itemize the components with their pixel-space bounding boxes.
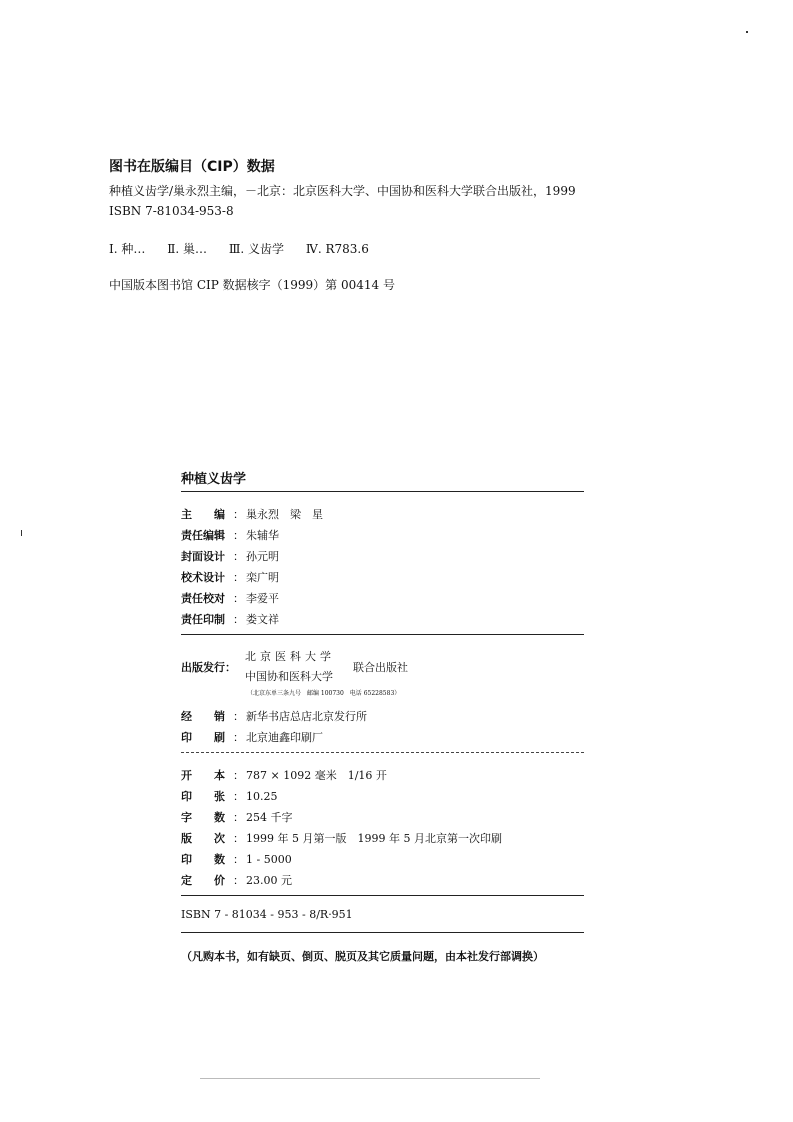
publisher-address: （北京东单三条九号 邮编 100730 电话 65228583） [247,690,401,697]
editor-row: 封面设计 ： 孙元明 [181,550,279,563]
distribution-label: 印 刷 [181,731,225,744]
spec-label: 定 价 [181,874,225,887]
cip-heading: 图书在版编目（CIP）数据 [109,159,275,175]
divider [181,932,584,933]
scan-speck [200,1078,540,1079]
publisher-joint: 联合出版社 [353,661,408,674]
spec-row: 印 张 ： 10.25 [181,790,278,803]
divider [181,491,584,492]
editor-label: 责任编辑 [181,529,225,542]
editor-value: 李爱平 [246,592,279,605]
cip-class-item: Ⅲ. 义齿学 [228,242,285,256]
cip-isbn: ISBN 7-81034-953-8 [109,204,234,218]
cip-class-item: Ⅱ. 巢… [167,242,207,256]
editor-label: 责任印制 [181,613,225,626]
editor-row: 责任校对 ： 李爱平 [181,592,279,605]
isbn-full: ISBN 7 - 81034 - 953 - 8/R·951 [181,908,353,921]
publisher-name-2: 中国协和医科大学 [245,670,333,683]
cip-bibliographic-line: 种植义齿学/巢永烈主编，－北京：北京医科大学、中国协和医科大学联合出版社，1999 [109,184,576,198]
editor-value: 孙元明 [246,550,279,563]
spec-label: 印 张 [181,790,225,803]
distribution-row: 经 销 ： 新华书店总店北京发行所 [181,710,367,723]
distribution-value: 北京迪鑫印刷厂 [246,731,323,744]
cip-class-item: Ⅰ. 种… [109,242,146,256]
cip-classification [109,240,387,257]
spec-value: 1999 年 5 月第一版 1999 年 5 月北京第一次印刷 [246,832,502,845]
editor-label: 校术设计 [181,571,225,584]
distribution-value: 新华书店总店北京发行所 [246,710,367,723]
spec-row: 字 数 ： 254 千字 [181,811,293,824]
quality-notice: （凡购本书，如有缺页、倒页、脱页及其它质量问题，由本社发行部调换） [181,950,544,963]
spec-value: 23.00 元 [246,874,292,887]
spec-value: 787 × 1092 毫米 1/16 开 [246,769,387,782]
cip-verification-number: 中国版本图书馆 CIP 数据核字（1999）第 00414 号 [109,278,395,292]
publisher-name-1: 北京医科大学 [245,650,335,663]
divider [181,634,584,635]
editor-row: 主 编 ： 巢永烈 梁 星 [181,508,323,521]
divider [181,895,584,896]
spec-row: 印 数 ： 1 - 5000 [181,853,292,866]
editor-value: 巢永烈 梁 星 [246,508,323,521]
editor-label: 责任校对 [181,592,225,605]
divider [181,752,584,753]
distribution-label: 经 销 [181,710,225,723]
spec-row: 开 本 ： 787 × 1092 毫米 1/16 开 [181,769,387,782]
scan-speck [21,530,22,536]
editor-value: 朱辅华 [246,529,279,542]
cip-class-item: Ⅳ. R783.6 [305,242,369,256]
spec-value: 1 - 5000 [246,853,292,866]
publisher-label: 出版发行： [181,661,236,674]
spec-value: 10.25 [246,790,278,803]
editor-label: 主 编 [181,508,225,521]
editor-value: 栾广明 [246,571,279,584]
editor-value: 娄文祥 [246,613,279,626]
spec-row: 定 价 ： 23.00 元 [181,874,292,887]
distribution-row: 印 刷 ： 北京迪鑫印刷厂 [181,731,323,744]
book-title: 种植义齿学 [181,472,247,487]
editor-row: 校术设计 ： 栾广明 [181,571,279,584]
spec-label: 开 本 [181,769,225,782]
editor-row: 责任印制 ： 娄文祥 [181,613,279,626]
spec-label: 版 次 [181,832,225,845]
spec-row: 版 次 ： 1999 年 5 月第一版 1999 年 5 月北京第一次印刷 [181,832,502,845]
editor-row: 责任编辑 ： 朱辅华 [181,529,279,542]
spec-value: 254 千字 [246,811,293,824]
editor-label: 封面设计 [181,550,225,563]
spec-label: 印 数 [181,853,225,866]
spec-label: 字 数 [181,811,225,824]
scan-speck [746,31,748,33]
